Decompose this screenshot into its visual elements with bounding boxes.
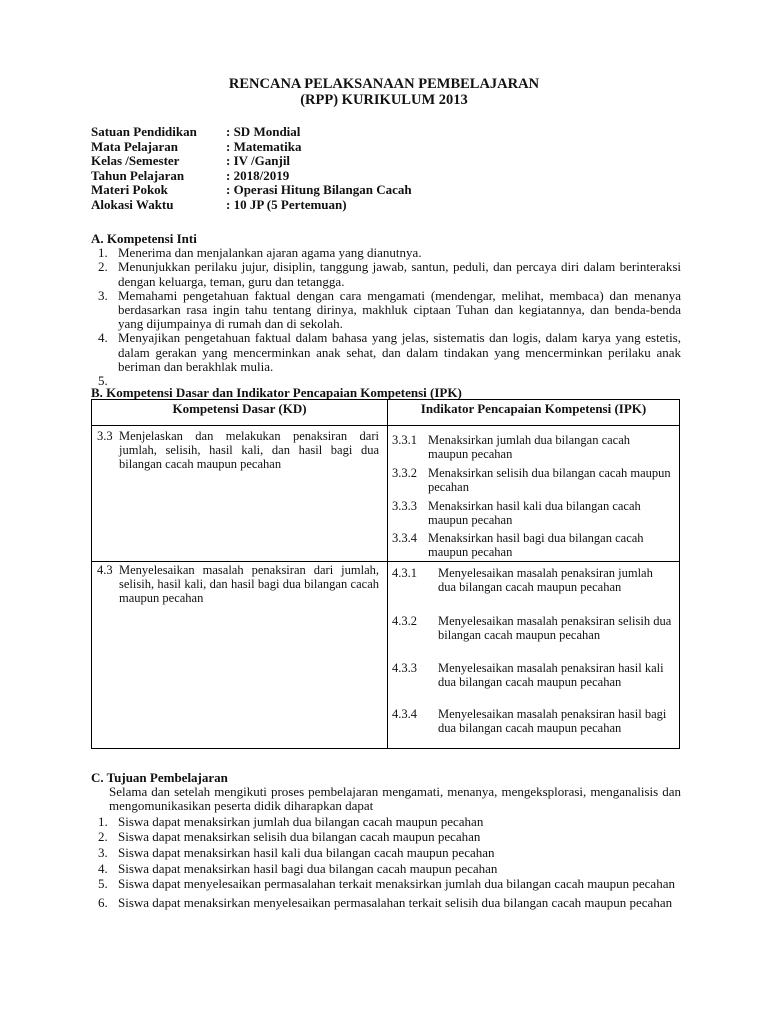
title-line-1: RENCANA PELAKSANAAN PEMBELAJARAN — [228, 76, 540, 92]
item-text: Memahami pengetahuan faktual dengan cara mengamati (mendengar, melihat, membaca) dan menanya berdasarkan rasa ingin tahu tentang dirinya, makhluk ciptaan Tuhan dan kegiatannya, dan benda-benda yang dijumpainya di rumah dan di sekolah. — [118, 287, 681, 332]
ipk-item — [392, 499, 672, 527]
section-c-intro: Selama dan setelah mengikuti proses pembelajaran mengamati, menanya, mengeksplorasi, menganalisis dan mengomunikasikan peserta didik diharapkan dapat — [109, 784, 681, 814]
ipk-item — [392, 531, 672, 559]
item-number: 2. — [98, 829, 108, 845]
ipk-number: 3.3.4 — [392, 531, 417, 545]
ipk-text: Menyelesaikan masalah penaksiran selisih dua bilangan cacah maupun pecahan — [438, 614, 672, 643]
item-number: 4. — [98, 860, 108, 876]
header-divider — [92, 425, 679, 426]
kd-item — [97, 563, 379, 606]
identity-label: Mata Pelajaran — [91, 138, 179, 154]
identity-label: Satuan Pendidikan — [91, 124, 197, 139]
identity-row — [91, 198, 412, 213]
item-number: 6. — [98, 894, 108, 910]
ipk-text: Menaksirkan jumlah dua bilangan cacah maupun pecahan — [428, 433, 631, 462]
list-item — [91, 877, 681, 891]
ipk-item — [392, 566, 672, 594]
section-b-heading: B. Kompetensi Dasar dan Indikator Pencapaian Kompetensi (IPK) — [91, 385, 462, 400]
ipk-text: Menaksirkan selisih dua bilangan cacah maupun pecahan — [428, 466, 671, 495]
ipk-number: 3.3.3 — [392, 499, 417, 513]
ipk-item — [392, 433, 672, 461]
kd-text: Menjelaskan dan melakukan penaksiran dari jumlah, selisih, hasil kali, dan hasil bagi dua bilangan cacah maupun pecahan — [119, 429, 379, 472]
identity-row — [91, 169, 412, 184]
item-number: 3. — [98, 845, 108, 861]
title-line-2: (RPP) KURIKULUM 2013 — [300, 92, 468, 108]
list-item — [91, 331, 681, 374]
list-item — [91, 896, 681, 910]
ipk-number: 4.3.2 — [392, 614, 417, 628]
section-kompetensi-inti — [91, 232, 681, 388]
item-text: Menyajikan pengetahuan faktual dalam bahasa yang jelas, sistematis dan logis, dalam karya yang estetis, dalam gerakan yang mencerminkan anak sehat, dan dalam tindakan yang mencerminkan perilaku anak beriman dan berakhlak mulia. — [118, 330, 681, 374]
item-number: 3. — [98, 287, 108, 303]
item-number: 5. — [98, 373, 108, 389]
column-header-kd: Kompetensi Dasar (KD) — [172, 401, 307, 416]
ipk-item — [392, 661, 672, 689]
ipk-number: 4.3.4 — [392, 707, 417, 721]
row-divider — [92, 561, 679, 562]
section-c-heading: C. Tujuan Pembelajaran — [91, 770, 228, 785]
item-number: 5. — [98, 876, 108, 892]
item-number: 2. — [98, 259, 108, 275]
item-text: Siswa dapat menyelesaikan permasalahan terkait menaksirkan jumlah dua bilangan cacah maupun pecahan — [118, 876, 675, 892]
ki-list — [91, 246, 681, 388]
ipk-text: Menaksirkan hasil kali dua bilangan cacah maupun pecahan — [428, 499, 641, 528]
kd-text: Menyelesaikan masalah penaksiran dari jumlah, selisih, hasil kali, dan hasil bagi dua bilangan cacah maupun pecahan — [119, 563, 379, 606]
identity-value: : IV /Ganjil — [226, 153, 291, 168]
list-item — [91, 815, 681, 829]
identity-row — [91, 125, 412, 140]
column-divider — [387, 400, 388, 748]
section-tujuan-pembelajaran — [91, 771, 681, 910]
list-item — [91, 830, 681, 844]
ipk-text: Menyelesaikan masalah penaksiran hasil kali dua bilangan cacah maupun pecahan — [438, 661, 664, 690]
ipk-text: Menyelesaikan masalah penaksiran jumlah dua bilangan cacah maupun pecahan — [438, 566, 653, 595]
item-text: Siswa dapat menaksirkan hasil bagi dua bilangan cacah maupun pecahan — [118, 860, 498, 876]
item-text: Siswa dapat menaksirkan selisih dua bilangan cacah maupun pecahan — [118, 829, 481, 845]
item-number: 4. — [98, 330, 108, 346]
list-item — [91, 246, 681, 260]
ipk-number: 4.3.3 — [392, 661, 417, 675]
ipk-number: 3.3.1 — [392, 433, 417, 447]
identity-row — [91, 183, 412, 198]
item-number: 1. — [98, 245, 108, 261]
identity-label: Materi Pokok — [91, 182, 168, 197]
item-text: Siswa dapat menaksirkan jumlah dua bilangan cacah maupun pecahan — [118, 813, 484, 829]
ipk-number: 4.3.1 — [392, 566, 417, 580]
kd-number: 4.3 — [97, 563, 113, 577]
ipk-item — [392, 707, 672, 735]
list-item — [91, 846, 681, 860]
identity-value: : SD Mondial — [226, 124, 301, 139]
ipk-text: Menyelesaikan masalah penaksiran hasil bagi dua bilangan cacah maupun pecahan — [438, 707, 667, 736]
ipk-text: Menaksirkan hasil bagi dua bilangan cacah maupun pecahan — [428, 531, 644, 560]
identity-value: : Operasi Hitung Bilangan Cacah — [226, 182, 412, 197]
item-text: Menerima dan menjalankan ajaran agama yang dianutnya. — [118, 245, 422, 261]
kd-ipk-table — [91, 399, 680, 749]
item-number: 1. — [98, 813, 108, 829]
identity-label: Alokasi Waktu — [91, 196, 174, 212]
item-text: Siswa dapat menaksirkan menyelesaikan permasalahan terkait selisih dua bilangan cacah maupun pecahan — [118, 894, 673, 910]
ipk-item — [392, 466, 672, 494]
ipk-number: 3.3.2 — [392, 466, 417, 480]
item-text: Menunjukkan perilaku jujur, disiplin, tanggung jawab, santun, peduli, dan percaya diri dalam berinteraksi dengan keluarga, teman, guru dan tetangga. — [118, 259, 681, 289]
identity-value: : 10 JP (5 Pertemuan) — [226, 196, 347, 212]
list-item — [91, 289, 681, 332]
page-title — [0, 76, 768, 108]
list-item — [91, 260, 681, 288]
kd-item — [97, 429, 379, 472]
ipk-item — [392, 614, 672, 642]
identity-value: : Matematika — [226, 138, 302, 154]
column-header-ipk: Indikator Pencapaian Kompetensi (IPK) — [420, 401, 647, 416]
list-item — [91, 862, 681, 876]
section-a-heading: A. Kompetensi Inti — [91, 231, 197, 246]
identity-row — [91, 154, 412, 169]
identity-row — [91, 140, 412, 155]
tujuan-list — [91, 815, 681, 910]
identity-value: : 2018/2019 — [226, 167, 290, 183]
kd-number: 3.3 — [97, 429, 113, 443]
item-text: Siswa dapat menaksirkan hasil kali dua bilangan cacah maupun pecahan — [118, 845, 495, 861]
identity-label: Tahun Pelajaran — [91, 167, 185, 183]
identity-label: Kelas /Semester — [91, 153, 180, 168]
identity-table — [91, 125, 412, 212]
